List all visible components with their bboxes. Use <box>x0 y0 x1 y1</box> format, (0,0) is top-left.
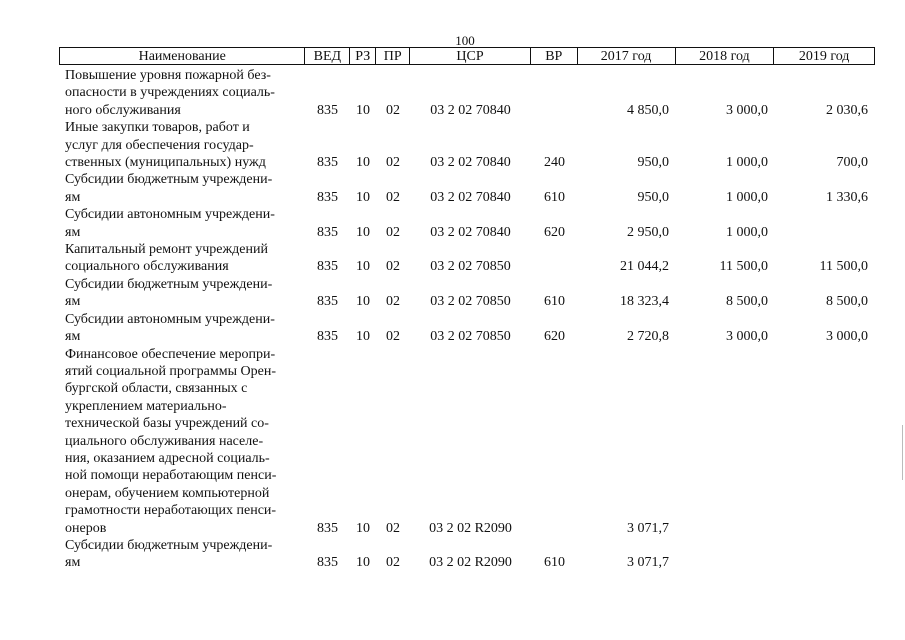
row-csr: 03 2 02 R2090 <box>429 555 512 571</box>
row-2017: 950,0 <box>637 155 669 171</box>
row-name: Субсидии бюджетным учреждени- ям <box>65 276 273 310</box>
header-csr: ЦСР <box>410 48 531 64</box>
row-name: Субсидии автономным учреждени- ям <box>65 311 275 345</box>
row-name: Финансовое обеспечение меропри- ятий социальной программы Орен- бургской области, связанных с укреплением материально- технической базы учреждений со- циального обслуживания населе- ния, оказанием адресной социаль- ной помощи неработающим пенси- онерам, обучением компьютерной грамотности неработающих пенси- онеров <box>65 346 277 536</box>
table-header <box>59 47 875 65</box>
table-row <box>0 67 905 119</box>
table-body <box>0 67 905 572</box>
row-ved: 835 <box>317 189 338 205</box>
row-2019: 8 500,0 <box>826 294 868 310</box>
row-2017: 2 950,0 <box>627 224 669 240</box>
row-csr: 03 2 02 R2090 <box>429 520 512 536</box>
row-vr: 620 <box>544 329 565 345</box>
header-pr: ПР <box>376 48 410 64</box>
header-2019: 2019 год <box>798 49 850 64</box>
row-2017: 4 850,0 <box>627 102 669 118</box>
row-ved: 835 <box>317 555 338 571</box>
row-pr: 02 <box>386 189 400 205</box>
row-rz: 10 <box>356 259 370 275</box>
row-name: Повышение уровня пожарной без- опасности в учреждениях социаль- ного обслуживания <box>65 68 275 118</box>
row-rz: 10 <box>356 155 370 171</box>
row-ved: 835 <box>317 155 338 171</box>
row-name: Капитальный ремонт учреждений социального обслуживания <box>65 242 268 275</box>
scan-edge-line <box>902 425 903 480</box>
row-2017: 18 323,4 <box>620 294 669 310</box>
table-row <box>0 346 905 537</box>
row-ved: 835 <box>317 329 338 345</box>
header-vr: ВР <box>531 48 578 64</box>
row-ved: 835 <box>317 520 338 536</box>
row-name: Субсидии бюджетным учреждени- ям <box>65 172 273 205</box>
row-vr: 610 <box>544 555 565 571</box>
table-row <box>0 311 905 346</box>
row-pr: 02 <box>386 155 400 171</box>
row-name: Иные закупки товаров, работ и услуг для обеспечения государ- ственных (муниципальных) нужд <box>65 120 266 171</box>
row-csr: 03 2 02 70850 <box>430 259 511 275</box>
row-2019: 11 500,0 <box>819 259 868 275</box>
page-number: 100 <box>455 33 475 48</box>
row-pr: 02 <box>386 259 400 275</box>
row-vr: 610 <box>544 294 565 310</box>
table-row <box>0 276 905 311</box>
row-csr: 03 2 02 70840 <box>430 189 511 205</box>
row-2017: 3 071,7 <box>627 520 669 536</box>
table-row <box>0 537 905 572</box>
row-2018: 1 000,0 <box>726 155 768 171</box>
row-pr: 02 <box>386 224 400 240</box>
row-vr: 240 <box>544 155 565 171</box>
header-2017: 2017 год <box>578 48 676 64</box>
header-rz: РЗ <box>350 48 376 64</box>
row-2018: 1 000,0 <box>726 189 768 205</box>
row-csr: 03 2 02 70850 <box>430 329 511 345</box>
row-name: Субсидии бюджетным учреждени- ям <box>65 537 273 571</box>
row-csr: 03 2 02 70840 <box>430 102 511 118</box>
row-rz: 10 <box>356 555 370 571</box>
header-2018: 2018 год <box>676 48 775 64</box>
table-row <box>0 171 905 206</box>
row-rz: 10 <box>356 102 370 118</box>
row-2017: 3 071,7 <box>627 555 669 571</box>
row-2019: 3 000,0 <box>826 329 868 345</box>
row-pr: 02 <box>386 329 400 345</box>
row-name: Субсидии автономным учреждени- ям <box>65 207 275 240</box>
row-2019: 2 030,6 <box>826 102 868 118</box>
row-ved: 835 <box>317 102 338 118</box>
row-pr: 02 <box>386 294 400 310</box>
table-row <box>0 206 905 241</box>
row-rz: 10 <box>356 294 370 310</box>
row-ved: 835 <box>317 224 338 240</box>
row-2019: 1 330,6 <box>826 189 868 205</box>
header-ved: ВЕД <box>305 48 350 64</box>
row-rz: 10 <box>356 520 370 536</box>
row-vr: 620 <box>544 224 565 240</box>
row-2018: 8 500,0 <box>726 294 768 310</box>
row-csr: 03 2 02 70840 <box>430 224 511 240</box>
row-2019: 700,0 <box>836 155 868 171</box>
row-2017: 21 044,2 <box>620 259 669 275</box>
row-ved: 835 <box>317 294 338 310</box>
row-rz: 10 <box>356 189 370 205</box>
row-pr: 02 <box>386 102 400 118</box>
row-rz: 10 <box>356 329 370 345</box>
row-2018: 3 000,0 <box>726 102 768 118</box>
row-2018: 11 500,0 <box>719 259 768 275</box>
row-2018: 1 000,0 <box>726 224 768 240</box>
row-pr: 02 <box>386 520 400 536</box>
row-csr: 03 2 02 70840 <box>430 155 511 171</box>
row-rz: 10 <box>356 224 370 240</box>
table-row <box>0 241 905 276</box>
table-row <box>0 119 905 171</box>
row-csr: 03 2 02 70850 <box>430 294 511 310</box>
header-name: Наименование <box>60 48 305 64</box>
row-vr: 610 <box>544 189 565 205</box>
row-pr: 02 <box>386 555 400 571</box>
row-ved: 835 <box>317 259 338 275</box>
row-2018: 3 000,0 <box>726 329 768 345</box>
row-2017: 950,0 <box>637 189 669 205</box>
row-2017: 2 720,8 <box>627 329 669 345</box>
